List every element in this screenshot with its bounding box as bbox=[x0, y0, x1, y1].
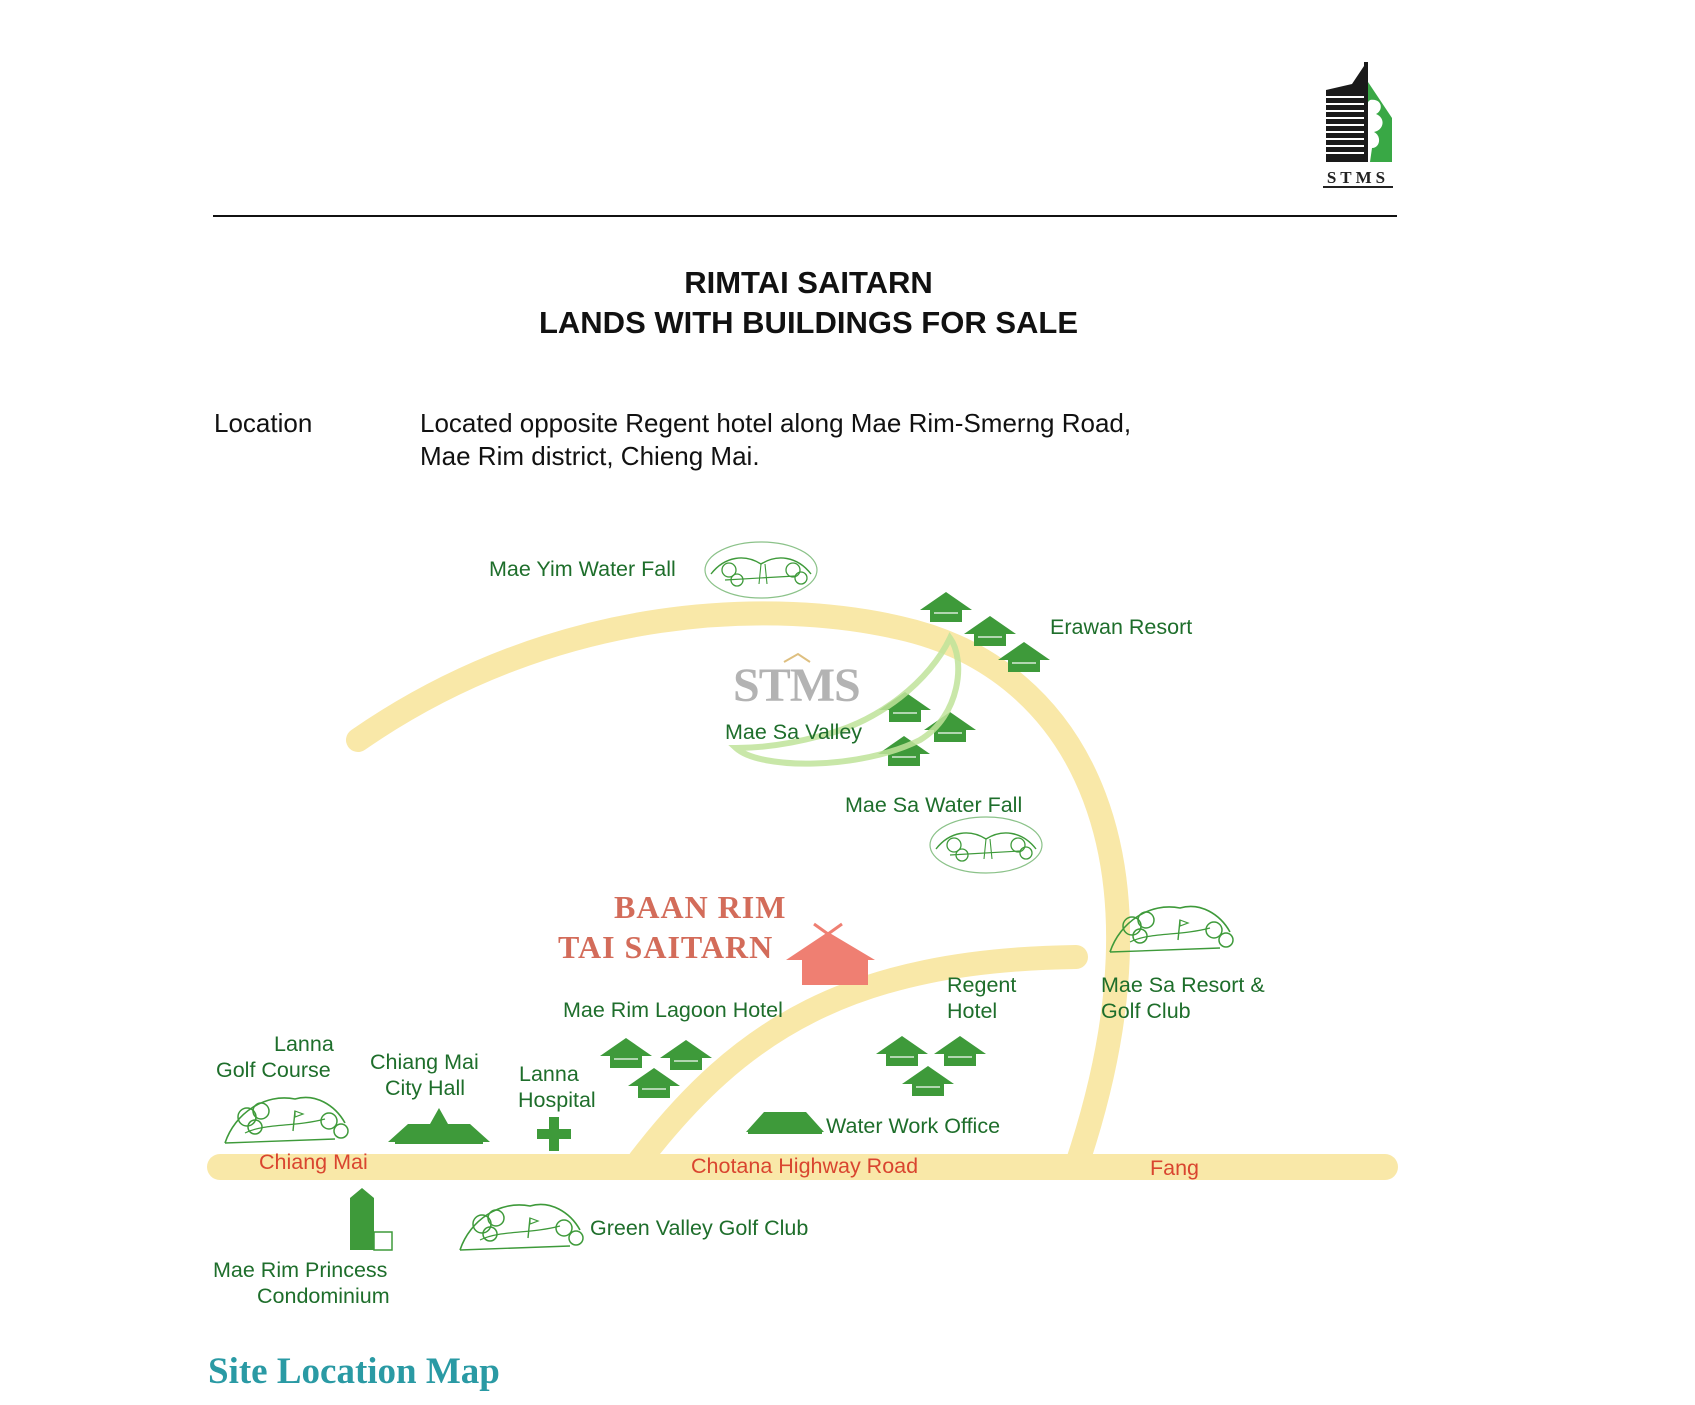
waterfall-icon bbox=[930, 817, 1042, 873]
location-label: Location bbox=[214, 408, 313, 438]
site-location-map-title: Site Location Map bbox=[208, 1351, 500, 1392]
label-mae-sa-water-fall: Mae Sa Water Fall bbox=[845, 793, 1023, 817]
city-hall-icon bbox=[388, 1108, 490, 1144]
label-condominium-line-1: Mae Rim Princess bbox=[213, 1258, 388, 1282]
label-green-valley-golf-club: Green Valley Golf Club bbox=[590, 1216, 809, 1240]
label-mae-sa-resort-line-2: Golf Club bbox=[1101, 999, 1191, 1023]
golf-course-icon bbox=[460, 1204, 583, 1250]
road-label-fang: Fang bbox=[1150, 1156, 1200, 1180]
label-condominium-line-2: Condominium bbox=[257, 1284, 390, 1308]
label-city-hall-line-2: City Hall bbox=[385, 1076, 466, 1100]
water-work-office-icon bbox=[746, 1112, 824, 1134]
label-lanna-golf-line-1: Lanna bbox=[274, 1032, 334, 1056]
label-regent-line-1: Regent bbox=[947, 973, 1017, 997]
baan-rim-tai-saitarn-house bbox=[786, 924, 875, 985]
label-mae-sa-valley: Mae Sa Valley bbox=[725, 720, 863, 744]
label-erawan-resort: Erawan Resort bbox=[1050, 615, 1193, 639]
label-mae-rim-lagoon-hotel: Mae Rim Lagoon Hotel bbox=[563, 998, 783, 1022]
hospital-icon bbox=[537, 1117, 571, 1151]
watermark-text: STMS bbox=[733, 659, 860, 712]
label-city-hall-line-1: Chiang Mai bbox=[370, 1050, 479, 1074]
logo-text: STMS bbox=[1326, 168, 1390, 187]
label-regent-line-2: Hotel bbox=[947, 999, 998, 1023]
condominium-icon bbox=[350, 1188, 392, 1250]
feature-label-line-2: TAI SAITARN bbox=[558, 929, 774, 965]
regent-hotel-houses bbox=[876, 1036, 986, 1096]
label-hospital-line-2: Hospital bbox=[518, 1088, 596, 1112]
page-title-line-2: LANDS WITH BUILDINGS FOR SALE bbox=[538, 305, 1079, 340]
road-label-chiang-mai: Chiang Mai bbox=[259, 1150, 368, 1174]
label-water-work-office: Water Work Office bbox=[826, 1114, 1001, 1138]
location-text-line-1: Located opposite Regent hotel along Mae Rim-Smerng Road, bbox=[420, 408, 1132, 438]
label-lanna-golf-line-2: Golf Course bbox=[216, 1058, 331, 1082]
golf-course-icon bbox=[225, 1097, 348, 1143]
waterfall-icon bbox=[705, 542, 817, 598]
label-hospital-line-1: Lanna bbox=[519, 1062, 579, 1086]
label-mae-yim-water-fall: Mae Yim Water Fall bbox=[489, 557, 676, 581]
location-text-line-2: Mae Rim district, Chieng Mai. bbox=[420, 441, 760, 471]
page-title-line-1: RIMTAI SAITARN bbox=[684, 265, 933, 300]
label-mae-sa-resort-line-1: Mae Sa Resort & bbox=[1101, 973, 1265, 997]
road-label-chotana-highway: Chotana Highway Road bbox=[691, 1154, 919, 1178]
feature-label-line-1: BAAN RIM bbox=[614, 889, 787, 925]
